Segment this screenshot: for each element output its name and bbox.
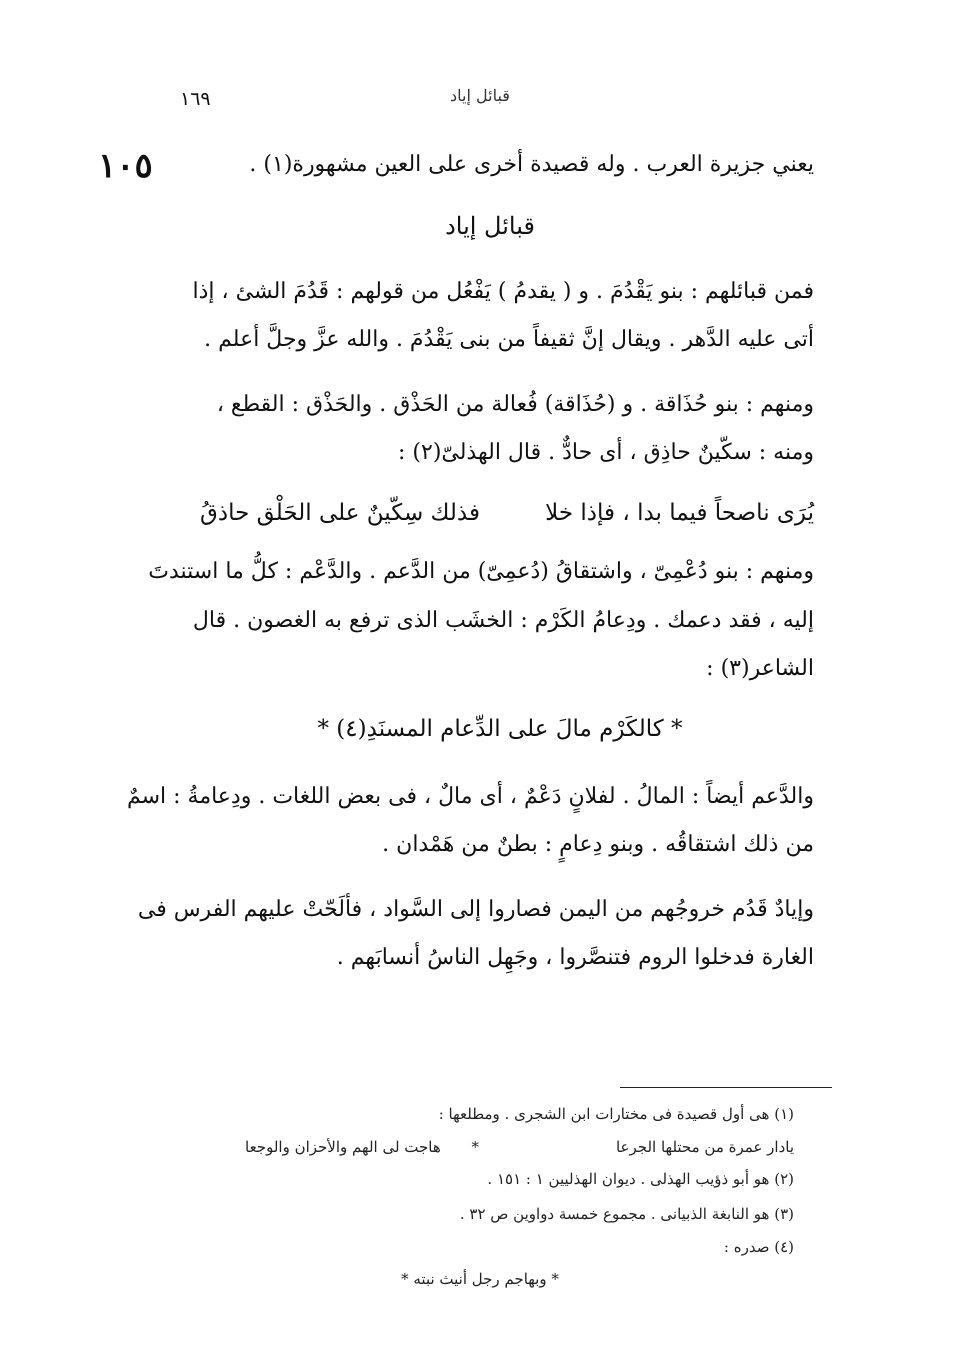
paragraph-3-line-2: إليه ، فقد دعمك . ودِعامُ الكَرْم : الخشَب الذى ترفع به الغصون . قال	[192, 608, 814, 633]
paragraph-3-line-1: ومنهم : بنو دُعْمِىّ ، واشتقاقُ (دُعمِىّ) من الدَّعم . والدَّعْم : كلُّ ما استندتَ	[148, 559, 814, 584]
paragraph-2-line-1: ومنهم : بنو حُذَاقة . و (حُذَاقة) فُعالة من الحَذْق . والحَذْق : القطع ،	[216, 392, 814, 417]
intro-line: يعني جزيرة العرب . وله قصيدة أخرى على العين مشهورة(١) .	[249, 152, 814, 177]
page-number: ١٦٩	[180, 88, 211, 110]
running-head: قبائل إياد	[450, 86, 510, 105]
footnote-4: (٤) صدره :	[723, 1238, 794, 1256]
footnote-2: (٢) هو أبو ذؤيب الهذلى . ديوان الهذليين ١ : ١٥١ .	[487, 1170, 794, 1188]
paragraph-1-line-1: فمن قبائلهم : بنو يَقْدُمَ . و ( يقدمُ ) يَفْعُل من قولهم : قَدُمَ الشئ ، إذا	[192, 279, 814, 304]
footnote-3: (٣) هو النابغة الذبيانى . مجموع خمسة دواوين ص ٣٢ .	[459, 1205, 794, 1223]
paragraph-5-line-1: وإيادٌ قَدُم خروجُهم من اليمن فصاروا إلى السَّواد ، فألَحّتْ عليهم الفرس فى	[137, 897, 814, 922]
footnote-separator	[620, 1087, 832, 1088]
verse-1-left-hemistich: فذلك سِكّينٌ على الحَلْق حاذقُ	[200, 500, 480, 526]
paragraph-4-line-2: من ذلك اشتقاقُه . وبنو دِعامٍ : بطنٌ من هَمْدان .	[382, 832, 814, 857]
section-title: قبائل إياد	[445, 212, 535, 240]
paragraph-4-line-1: والدَّعم أيضاً : المالُ . لفلانٍ دَعْمٌ ، أى مالٌ ، فى بعض اللغات . ودِعامةُ : اسمٌ	[126, 784, 814, 809]
footnote-4-verse: * وبهاجم رجل أنيث نبته *	[401, 1270, 559, 1288]
verse-2: * كالكَرْم مالَ على الدِّعام المسنَدِ(٤) *	[317, 716, 683, 742]
paragraph-3-line-3: الشاعر(٣) :	[706, 656, 814, 681]
footnote-1-verse-right: يادار عمرة من محتلها الجرعا	[615, 1138, 794, 1156]
footnote-1-verse-left: هاجت لى الهم والأحزان والوجعا	[245, 1138, 441, 1156]
margin-number: ١٠٥	[98, 146, 153, 186]
paragraph-2-line-2: ومنه : سكّينٌ حاذِق ، أى حادٌّ . قال الهذلىّ(٢) :	[397, 440, 814, 465]
footnote-1-verse-separator: *	[471, 1138, 479, 1156]
footnote-1: (١) هى أول قصيدة فى مختارات ابن الشجرى . ومطلعها :	[438, 1105, 794, 1123]
paragraph-5-line-2: الغارة فدخلوا الروم فتنصَّروا ، وجَهِل الناسُ أنسابَهم .	[336, 945, 814, 970]
paragraph-1-line-2: أتى عليه الدَّهر . ويقال إنَّ ثقيفاً من بنى يَقْدُمَ . والله عزَّ وجلَّ أعلم .	[204, 327, 814, 352]
verse-1-right-hemistich: يُرَى ناصحاً فيما بدا ، فإذا خلا	[545, 500, 814, 526]
